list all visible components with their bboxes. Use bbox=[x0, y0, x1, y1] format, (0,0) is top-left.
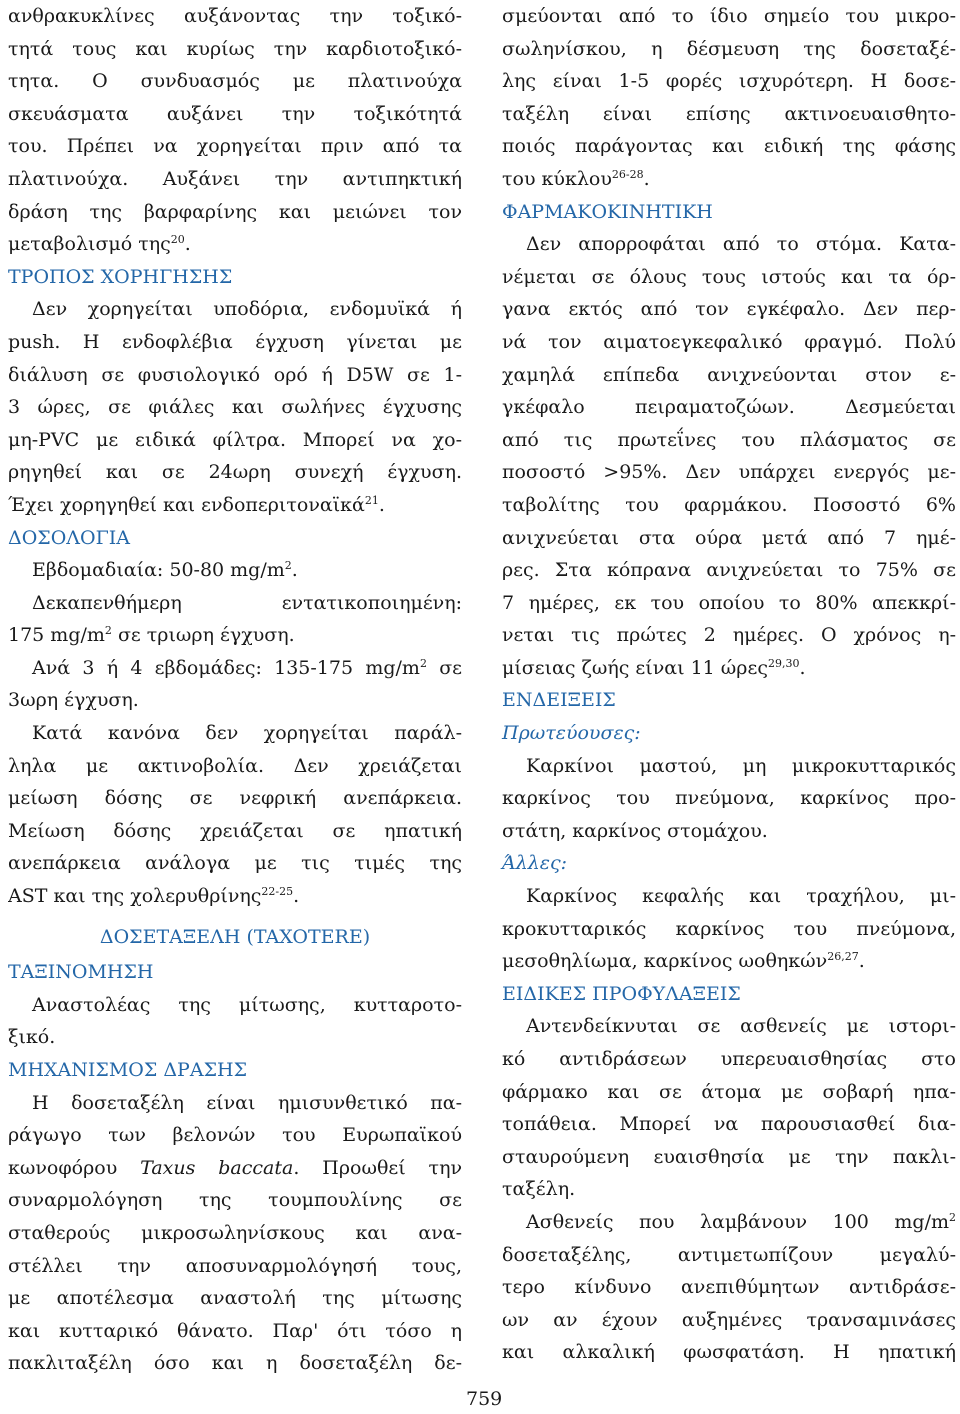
dose-3-weekly: Ανά 3 ή 4 εβδομάδες: 135-175 $mg/m^2$ σε bbox=[32, 656, 462, 679]
text-line: 3 ώρες, σε φιάλες και σωλήνες έγχυσης bbox=[8, 396, 462, 419]
text-line: δράση της βαρφαρίνης και μειώνει τον bbox=[8, 200, 462, 223]
text-line: Μείωση δόσης χρειάζεται σε ηπατική bbox=[8, 819, 462, 842]
reference-superscript: 29,30 bbox=[767, 656, 800, 670]
text-line: γκέφαλο πειραματοζώων. Δεσμεύεται bbox=[502, 396, 956, 419]
text-line: με αποτέλεσμα αναστολή της μίτωσης bbox=[8, 1287, 462, 1310]
text-line: ποιός παράγοντας και ειδική της φάσης bbox=[502, 135, 956, 158]
text-line: του. Πρέπει να χορηγείται πριν από τα bbox=[8, 135, 462, 158]
reference-superscript: 22-25 bbox=[261, 885, 294, 899]
text-line: AST και της χολερυθρίνης$^{22-25}$. bbox=[8, 885, 300, 908]
text-line: και αλκαλική φωσφατάση. Η ηπατική bbox=[502, 1341, 956, 1364]
text-line: συναρμολόγηση της τουμπουλίνης σε bbox=[8, 1189, 462, 1212]
text-line: κό αντιδράσεων υπερευαισθησίας στο bbox=[502, 1048, 956, 1070]
section-heading-dosage: ΔΟΣΟΛΟΓΙΑ bbox=[8, 526, 131, 549]
reference-superscript: 21 bbox=[364, 493, 379, 507]
text-line: Καρκίνος κεφαλής και τραχήλου, μι- bbox=[526, 885, 956, 908]
text-line: ποσοστό >95%. Δεν υπάρχει ενεργός με- bbox=[502, 461, 956, 484]
text-line: καρκίνος του πνεύμονα, καρκίνος προ- bbox=[502, 787, 956, 810]
text-line: γανα εκτός από τον εγκέφαλο. Δεν περ- bbox=[502, 298, 956, 321]
text-line: τερο κίνδυνο ανεπιθύμητων αντιδράσε- bbox=[502, 1276, 956, 1299]
text-line: ληλα με ακτινοβολία. Δεν χρειάζεται bbox=[8, 754, 462, 777]
reference-superscript: 26-28 bbox=[611, 167, 644, 181]
text-line: ταξέλη είναι επίσης ακτινοευαισθητο- bbox=[502, 102, 956, 125]
text-line: ων αν έχουν αυξημένες τρανσαμινάσες bbox=[502, 1308, 956, 1331]
text-line: σμεύονται από το ίδιο σημείο του μικρο- bbox=[502, 5, 956, 27]
text-line: τητα. Ο συνδυασμός με πλατινούχα bbox=[8, 70, 462, 93]
text-line: του κύκλου$^{26-28}$. bbox=[502, 167, 650, 190]
text-line: Έχει χορηγηθεί και ενδοπεριτοναϊκά$^{21}$. bbox=[8, 493, 385, 516]
text-line: μείωση δόσης σε νεφρική ανεπάρκεια. bbox=[8, 787, 462, 810]
text-line: σκευάσματα αυξάνει την τοξικότητά bbox=[8, 102, 462, 125]
text-line: και κυτταρικό θάνατο. Παρ' ότι τόσο η bbox=[8, 1319, 462, 1342]
text-line: στέλλει την αποσυναρμολόγησή τους, bbox=[8, 1254, 462, 1277]
text-line: Αναστολέας της μίτωσης, κυτταροτο- bbox=[32, 993, 462, 1016]
text-line: πακλιταξέλη όσο και η δοσεταξέλη δε- bbox=[8, 1352, 462, 1375]
text-line: ταβολίτης του φαρμάκου. Ποσοστό 6% bbox=[502, 493, 956, 516]
text-line: Κατά κανόνα δεν χορηγείται παράλ- bbox=[32, 722, 462, 745]
section-heading-precautions: ΕΙΔΙΚΕΣ ΠΡΟΦΥΛΑΞΕΙΣ bbox=[502, 982, 741, 1005]
dose-weekly: Εβδομαδιαία: 50-80 $mg/m^2$. bbox=[32, 559, 298, 582]
text-line: μεσοθηλίωμα, καρκίνος ωοθηκών$^{26,27}$. bbox=[502, 950, 865, 973]
text-line: ταξέλη. bbox=[502, 1178, 576, 1201]
text-line: Ασθενείς που λαμβάνουν 100 $mg/m^2$ bbox=[526, 1210, 956, 1233]
text-line: 7 ημέρες, εκ του οποίου το 80% απεκκρί- bbox=[502, 591, 956, 614]
section-heading-route: ΤΡΟΠΟΣ ΧΟΡΗΓΗΣΗΣ bbox=[8, 265, 233, 288]
dose-biweekly-value: 175 $mg/m^2$ σε τριωρη έγχυση. bbox=[8, 624, 295, 647]
right-column bbox=[502, 0, 956, 1369]
dose-biweekly-label: Δεκαπενθήμερη εντατικοποιημένη: bbox=[32, 591, 462, 614]
text-line: ξικό. bbox=[8, 1026, 56, 1049]
text-line: Δεν απορροφάται από το στόμα. Κατα- bbox=[526, 233, 956, 256]
page-number: 759 bbox=[466, 1388, 503, 1410]
text-line: κροκυτταρικός καρκίνος του πνεύμονα, bbox=[502, 917, 956, 940]
text-line: κωνοφόρου Taxus baccata. Προωθεί την bbox=[8, 1156, 462, 1179]
text-line: μη-PVC με ειδικά φίλτρα. Μπορεί να χο- bbox=[8, 428, 462, 451]
text-line: ανιχνεύεται στα ούρα μετά από 7 ημέ- bbox=[502, 526, 956, 549]
text-line: Δεν χορηγείται υποδόρια, ενδομυϊκά ή bbox=[32, 298, 462, 321]
text-line: ανεπάρκεια ανάλογα με τις τιμές της bbox=[8, 852, 462, 875]
text-line: νέμεται σε όλους τους ιστούς και τα όρ- bbox=[502, 265, 956, 288]
text-line: τητά τους και κυρίως την καρδιοτοξικό- bbox=[8, 37, 462, 60]
text-line: πλατινούχα. Αυξάνει την αντιπηκτική bbox=[8, 167, 462, 190]
dose-3-weekly-cont: 3ωρη έγχυση. bbox=[8, 689, 139, 712]
subheading-other: Άλλες: bbox=[502, 852, 568, 875]
text-line: σταθερούς μικροσωληνίσκους και ανα- bbox=[8, 1221, 462, 1244]
text-line: διάλυση σε φυσιολογικό ορό ή D5W σε 1- bbox=[8, 363, 462, 386]
text-line: ανθρακυκλίνες αυξάνοντας την τοξικό- bbox=[8, 5, 462, 27]
text-line: ρες. Στα κόπρανα ανιχνεύεται το 75% σε bbox=[502, 559, 956, 582]
text-line: Αντενδείκνυται σε ασθενείς με ιστορι- bbox=[526, 1015, 956, 1038]
text-line: Η δοσεταξέλη είναι ημισυνθετικό πα- bbox=[32, 1091, 462, 1114]
text-line: λης είναι 1-5 φορές ισχυρότερη. Η δοσε- bbox=[502, 70, 956, 93]
text-line: στάτη, καρκίνος στομάχου. bbox=[502, 819, 768, 842]
text-line: ράγωγο των βελονών του Ευρωπαϊκού bbox=[8, 1124, 462, 1147]
reference-superscript: 20 bbox=[170, 233, 185, 247]
text-line: push. Η ενδοφλέβια έγχυση γίνεται με bbox=[8, 330, 462, 353]
reference-superscript: 26,27 bbox=[827, 950, 859, 964]
left-column bbox=[8, 0, 462, 1380]
species-name: Taxus baccata bbox=[140, 1156, 294, 1179]
text-line: σωληνίσκου, η δέσμευση της δοσεταξέ- bbox=[502, 37, 956, 60]
text-line: νεται τις πρώτες 2 ημέρες. Ο χρόνος η- bbox=[502, 624, 956, 647]
text-line: δοσεταξέλης, αντιμετωπίζουν μεγαλύ- bbox=[502, 1243, 956, 1266]
subheading-primary: Πρωτεύουσες: bbox=[502, 722, 641, 745]
section-heading-mechanism: ΜΗΧΑΝΙΣΜΟΣ ΔΡΑΣΗΣ bbox=[8, 1059, 248, 1081]
text-line: νά τον αιματοεγκεφαλικό φραγμό. Πολύ bbox=[502, 330, 956, 353]
text-line: σταυρούμενη ευαισθησία με την πακλι- bbox=[502, 1145, 956, 1168]
text-line: τοπάθεια. Μπορεί να παρουσιασθεί δια- bbox=[502, 1113, 956, 1136]
text-line: ρηγηθεί και σε 24ωρη συνεχή έγχυση. bbox=[8, 461, 462, 484]
section-heading-pharmacokinetics: ΦΑΡΜΑΚΟΚΙΝΗΤΙΚΗ bbox=[502, 200, 713, 223]
text-line: από τις πρωτεΐνες του πλάσματος σε bbox=[502, 428, 956, 451]
text-line: μίσειας ζωής είναι 11 ώρες$^{29,30}$. bbox=[502, 656, 806, 679]
text-line: χαμηλά επίπεδα ανιχνεύονται στον ε- bbox=[502, 363, 956, 386]
section-heading-classification: ΤΑΞΙΝΟΜΗΣΗ bbox=[8, 961, 154, 984]
section-heading-indications: ΕΝΔΕΙΞΕΙΣ bbox=[502, 689, 616, 712]
text-line: μεταβολισμό της$^{20}$. bbox=[8, 233, 191, 256]
drug-title: ΔΟΣΕΤΑΞΕΛΗ (TAXOTERE) bbox=[99, 925, 371, 948]
text-line: φάρμακο και σε άτομα με σοβαρή ηπα- bbox=[502, 1080, 956, 1103]
text-line: Καρκίνοι μαστού, μη μικροκυτταρικός bbox=[526, 754, 956, 777]
